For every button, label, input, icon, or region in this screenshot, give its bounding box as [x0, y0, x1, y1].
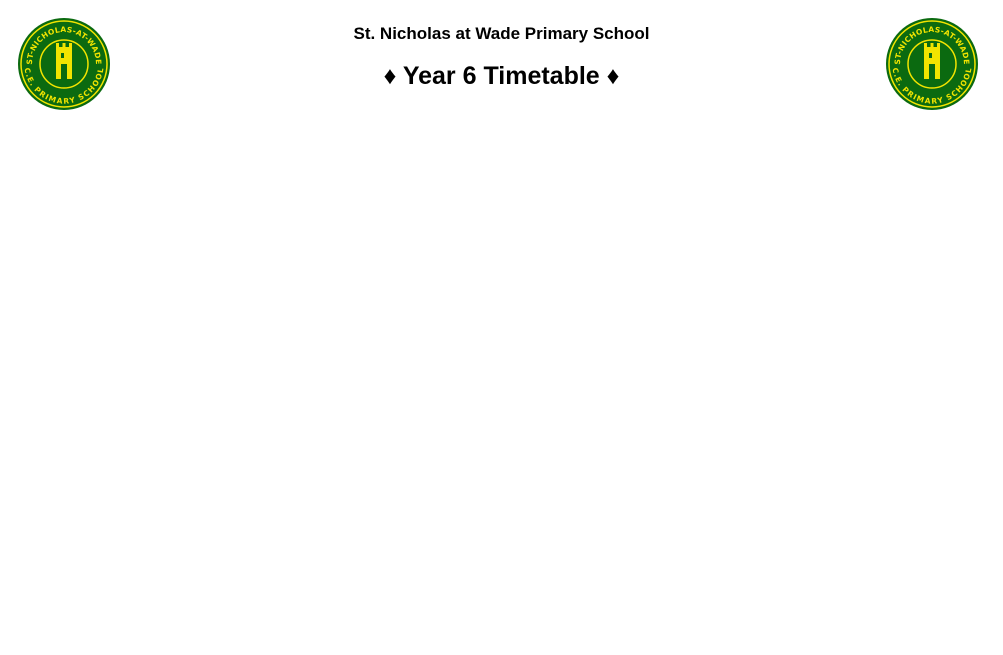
school-logo-right	[885, 17, 979, 111]
page-title: ♦ Year 6 Timetable ♦	[383, 62, 620, 90]
svg-text:C.E. PRIMARY SCHOOL: C.E. PRIMARY SCHOOL	[22, 66, 106, 106]
svg-text:ST-NICHOLAS-AT-WADE: ST-NICHOLAS-AT-WADE	[24, 24, 104, 65]
svg-text:C.E. PRIMARY SCHOOL: C.E. PRIMARY SCHOOL	[890, 66, 974, 106]
svg-text:ST-NICHOLAS-AT-WADE: ST-NICHOLAS-AT-WADE	[892, 24, 972, 65]
school-crest-icon	[17, 17, 111, 111]
school-logo-left	[17, 17, 111, 111]
school-crest-icon	[885, 17, 979, 111]
school-name: St. Nicholas at Wade Primary School	[353, 24, 650, 43]
